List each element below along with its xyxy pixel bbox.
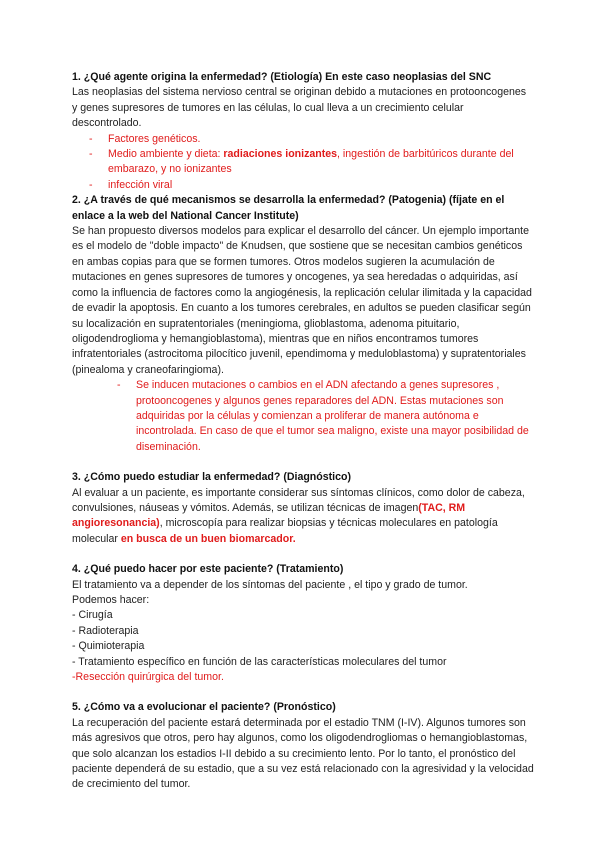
bullet-infeccion-viral: - infección viral [72,178,534,193]
body-diagnostico [72,486,534,548]
section-diagnostico [72,470,534,547]
bullet-medio-ambiente [72,147,534,178]
tratamiento-reseccion: -Resección quirúrgica del tumor. [72,671,224,684]
diagnostico-biomarcador: en busca de un buen biomarcador. [120,532,296,545]
heading-patogenia: 2. ¿A través de qué mecanismos se desarrolla la enfermedad? (Patogenia) (fíjate en el enlace a la web del National Cancer Institute) [72,194,505,222]
document-page [72,70,534,793]
tratamiento-intro: El tratamiento va a depender de los síntomas del paciente , el tipo y grado de tumor. [72,578,468,591]
patogenia-list [72,378,534,455]
bullet-medio-ambiente-a: Medio ambiente y dieta: [108,148,224,161]
diagnostico-text-c: , microscopía para realizar biopsias y técnicas moleculares en patología molecular [72,517,498,545]
spacer [72,685,534,700]
tratamiento-item: - Cirugía [72,609,113,622]
section-tratamiento [72,562,534,685]
tratamiento-item: - Quimioterapia [72,640,145,653]
section-etiologia [72,70,534,193]
bullet-mutaciones: - Se inducen mutaciones o cambios en el ADN afectando a genes supresores , protooncogenes y algunos genes reparadores del ADN. Estas mutaciones son adquiridas por la células y comienzan a proliferar de manera autónoma e incontrolada. En caso de que el tumor sea maligno, existe una mayor posibilidad de diseminación. [72,378,534,455]
etiologia-list [72,132,534,194]
spacer [72,455,534,470]
body-pronostico: La recuperación del paciente estará determinada por el estadio TNM (I-IV). Algunos tumores son más agresivos que otros, pero hay algunos, como los oligodendrogliomas o hemangioblastomas, que solo alcanzan los estadios I-II debido a su crecimiento lento. Por lo tanto, el pronóstico del paciente dependerá de su estadio, que a su vez está relacionado con la agresividad y la velocidad de crecimiento del tumor. [72,716,534,791]
heading-tratamiento: 4. ¿Qué puedo hacer por este paciente? (Tratamiento) [72,563,344,576]
tratamiento-podemos: Podemos hacer: [72,594,150,606]
spacer [72,547,534,562]
section-patogenia [72,193,534,455]
body-etiologia: Las neoplasias del sistema nervioso central se originan debido a mutaciones en protooncogenes y genes supresores de tumores en las células, lo cual lleva a un crecimiento celular descontrolado. [72,86,527,130]
tratamiento-item: - Radioterapia [72,624,139,637]
bullet-medio-ambiente-c: , ingestión de barbitúricos durante del embarazo, y no ionizantes [108,148,514,176]
bullet-radiaciones: radiaciones ionizantes [223,148,338,161]
diagnostico-text-a: Al evaluar a un paciente, es importante considerar sus síntomas clínicos, como dolor de cabeza, convulsiones, náuseas y vómitos. Además, se utilizan técnicas de imagen [72,486,525,514]
tratamiento-item: - Tratamiento específico en función de las características moleculares del tumor [72,655,447,668]
heading-diagnostico: 3. ¿Cómo puedo estudiar la enfermedad? (Diagnóstico) [72,471,352,484]
diagnostico-imagen: (TAC, RM angioresonancia) [72,501,466,530]
section-pronostico [72,700,534,792]
body-patogenia: Se han propuesto diversos modelos para explicar el desarrollo del cáncer. Un ejemplo importante es el modelo de "doble impacto" de Knudsen, que sostiene que se necesitan cambios genéticos en ambas copias para que se formen tumores. Otros modelos sugieren la acumulación de mutaciones en genes supresores de tumores y oncogenes, ya sea heredadas o adquiridas, así como la influencia de factores como la angiogénesis, la replicación celular ilimitada y la capacidad de evadir la apoptosis. En cuanto a los tumores cerebrales, en adultos se pueden clasificar según su localización en supratentoriales (meningioma, glioblastoma, adenoma pituitario, oligodendroglioma y hemangioblastoma), mientras que en niños encontramos tumores infratentoriales (astrocitoma pilocítico juvenil, ependimoma y meduloblastoma) y supratentoriales (pinealoma y craneofaringioma). [72,225,532,376]
bullet-factores-geneticos: - Factores genéticos. [72,132,534,147]
heading-pronostico: 5. ¿Cómo va a evolucionar el paciente? (Pronóstico) [72,701,336,714]
heading-etiologia: 1. ¿Qué agente origina la enfermedad? (Etiología) En este caso neoplasias del SNC [72,71,492,83]
